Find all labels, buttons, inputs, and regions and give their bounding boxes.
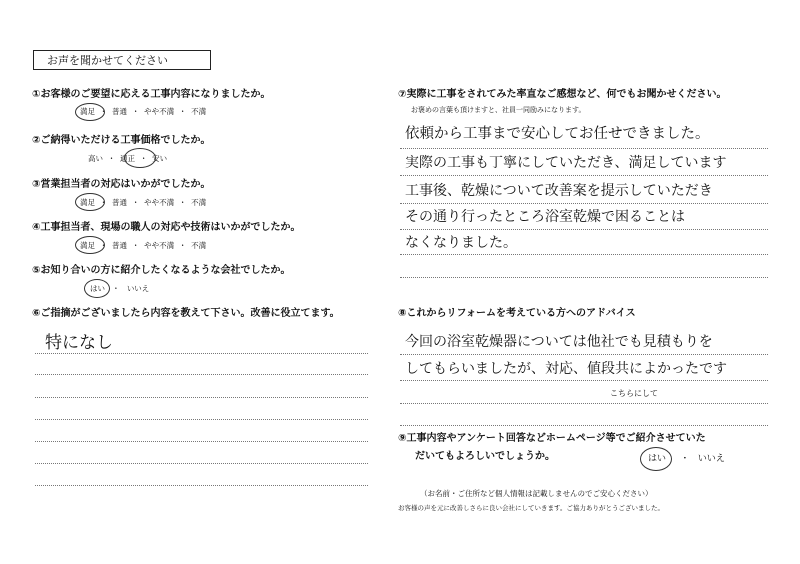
question-4: ④工事担当者、現場の職人の対応や技術はいかがでしたか。 [32, 222, 301, 233]
thanks-note: お客様の声を元に改善しさらに良い会社にしていきます。ご協力ありがとうございました。 [398, 504, 664, 512]
answer-8-line-1: 今回の浴室乾燥器については他社でも見積もりを [405, 334, 713, 350]
selected-circle [75, 193, 105, 211]
question-4-options: 満足 ・ 普通 ・ やや不満 ・ 不満 [80, 241, 207, 250]
writing-line [400, 175, 768, 176]
option-yaya-fuman[interactable]: やや不満 [144, 198, 175, 207]
question-5: ⑤お知り合いの方に紹介したくなるような会社でしたか。 [32, 265, 291, 276]
answer-7-line-4: その通り行ったところ浴室乾燥で困ることは [405, 209, 685, 225]
writing-line [35, 374, 368, 375]
question-8: ⑧これからリフォームを考えている方へのアドバイス [398, 308, 636, 319]
question-3-options: 満足 ・ 普通 ・ やや不満 ・ 不満 [80, 198, 207, 207]
question-3: ③営業担当者の対応はいかがでしたか。 [32, 179, 211, 190]
survey-title: お声を聞かせてください [33, 50, 211, 70]
privacy-note: （お名前・ご住所など個人情報は記載しませんのでご安心ください） [420, 489, 653, 498]
option-iie[interactable]: いいえ [697, 454, 725, 464]
answer-6: 特になし [45, 333, 113, 353]
selected-circle [124, 148, 156, 168]
option-manzoku[interactable]: 満足 [80, 107, 95, 116]
writing-line [35, 463, 368, 464]
question-2: ②ご納得いただける工事価格でしたか。 [32, 135, 211, 146]
question-1-options: 満足 ・ 普通 ・ やや不満 ・ 不満 [80, 107, 207, 116]
question-9-options: はい ・ いいえ [648, 454, 725, 464]
answer-8-line-2: してもらいましたが、対応、値段共によかったです [405, 361, 727, 377]
question-6: ⑥ご指摘がございましたら内容を教えて下さい。改善に役立てます。 [32, 308, 340, 319]
option-hai[interactable]: はい [648, 454, 667, 464]
question-7: ⑦実際に工事をされてみた率直なご感想など、何でもお聞かせください。 [398, 89, 727, 100]
question-9-line-1: ⑨工事内容やアンケート回答などホームページ等でご紹介させていた [398, 433, 706, 444]
option-futsuu[interactable]: 普通 [112, 198, 128, 207]
writing-line [400, 354, 768, 355]
option-hai[interactable]: はい [90, 284, 105, 293]
answer-7-line-2: 実際の工事も丁寧にしていただき、満足しています [405, 155, 727, 171]
selected-circle [84, 279, 110, 298]
option-futsuu[interactable]: 普通 [112, 241, 128, 250]
writing-line [400, 425, 768, 426]
option-takai[interactable]: 高い [88, 154, 103, 163]
option-manzoku[interactable]: 満足 [80, 198, 95, 207]
option-yaya-fuman[interactable]: やや不満 [144, 107, 175, 116]
answer-7-line-5: なくなりました。 [405, 235, 517, 251]
writing-line [400, 229, 768, 230]
selected-circle [640, 447, 672, 471]
option-yasui[interactable]: 安い [152, 154, 168, 163]
writing-line [400, 148, 768, 149]
option-manzoku[interactable]: 満足 [80, 241, 95, 250]
selected-circle [75, 236, 105, 254]
option-fuman[interactable]: 不満 [191, 241, 207, 250]
writing-line [400, 254, 768, 255]
answer-7-line-1: 依頼から工事まで安心してお任せできました。 [405, 126, 710, 142]
writing-line [35, 353, 368, 354]
question-7-note: お褒めの言葉も頂けますと、社員一同励みになります。 [411, 106, 586, 114]
question-2-options: 高い ・ 適正 ・ 安い [88, 154, 168, 163]
answer-7-line-3: 工事後、乾燥について改善案を提示していただき [405, 183, 713, 199]
writing-line [400, 203, 768, 204]
writing-line [400, 380, 768, 381]
writing-line [400, 277, 768, 278]
option-yaya-fuman[interactable]: やや不満 [144, 241, 175, 250]
option-fuman[interactable]: 不満 [191, 198, 207, 207]
writing-line [35, 397, 368, 398]
answer-8-insert-note: こちらにして [610, 389, 658, 398]
option-tekisei[interactable]: 適正 [120, 154, 136, 163]
option-iie[interactable]: いいえ [126, 284, 150, 293]
writing-line [35, 441, 368, 442]
question-9-line-2: だいてもよろしいでしょうか。 [415, 451, 555, 462]
writing-line [35, 485, 368, 486]
option-fuman[interactable]: 不満 [191, 107, 207, 116]
option-futsuu[interactable]: 普通 [112, 107, 128, 116]
question-5-options: はい ・ いいえ [90, 284, 150, 293]
selected-circle [75, 103, 105, 121]
question-1: ①お客様のご要望に応える工事内容になりましたか。 [32, 89, 271, 100]
writing-line [400, 403, 768, 404]
writing-line [35, 419, 368, 420]
